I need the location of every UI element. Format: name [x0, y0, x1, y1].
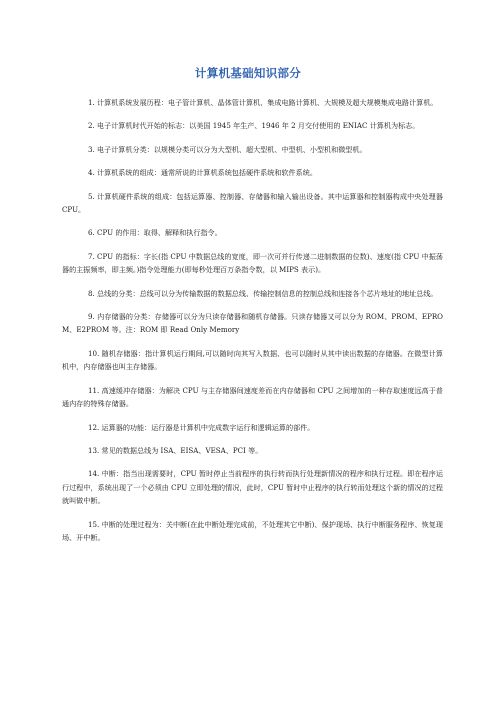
paragraph-9: 9. 内存储器的分类：存储器可以分为只读存储器和随机存储器。只读存储器又可以分为 ROM、PROM、EPROM、E2PROM 等。注：ROM 即 Read Only Memory	[62, 312, 443, 335]
paragraph-2: 2. 电子计算机时代开始的标志：以美国 1945 年生产、1946 年 2 月交付使用的 ENIAC 计算机为标志。	[88, 121, 420, 131]
document-title: 计算机基础知识部分	[194, 66, 302, 80]
paragraph-10: 10. 随机存储器：指计算机运行期间,可以随时向其写入数据、也可以随时从其中读出数据的存储器。在微型计算机中，内存储器也叫主存储器。	[62, 348, 443, 372]
paragraph-3: 3. 电子计算机分类：以规模分类可以分为大型机、超大型机、中型机、小型机和微型机。	[88, 144, 367, 154]
paragraph-12: 12. 运算器的功能：运行器是计算机中完成数字运行和逻辑运算的部件。	[88, 422, 315, 432]
paragraph-11: 11. 高速缓冲存储器：为解决 CPU 与主存储器间速度差而在内存储器和 CPU 之间增加的一种存取速度远高于普通内存的特殊存储器。	[62, 385, 443, 409]
paragraph-1: 1. 计算机系统发展历程：电子管计算机、晶体管计算机、集成电路计算机、大规模及超大规模集成电路计算机。	[88, 98, 438, 107]
paragraph-14: 14. 中断：指当出现需要时，CPU 暂时停止当前程序的执行转而执行处理新情况的程序和执行过程。即在程序运行过程中，系统出现了一个必须由 CPU 立即处理的情况，此时，CPU 暂时中止程序的执行转而处理这个新的情况的过程就叫做中断。	[62, 469, 443, 506]
paragraph-4: 4. 计算机系统的组成：通常所说的计算机系统包括硬件系统和软件系统。	[88, 168, 317, 178]
paragraph-5: 5. 计算机硬件系统的组成：包括运算器、控制器、存储器和输入输出设备。其中运算器和控制器构成中央处理器 CPU。	[62, 191, 443, 215]
paragraph-15: 15. 中断的处理过程为：关中断(在此中断处理完成前，不处理其它中断)、保护现场、执行中断服务程序、恢复现场、开中断。	[62, 519, 443, 542]
paragraph-6: 6. CPU 的作用：取得、解释和执行指令。	[88, 228, 222, 238]
paragraph-7: 7. CPU 的指标：字长(指 CPU 中数据总线的宽度，即一次可并行传递二进制数据的位数)、速度(指 CPU 中振荡器的主振频率，即主频。)指令处理能力(即每秒处理百万条指令数，以 MIPS 表示)。	[62, 251, 443, 275]
paragraph-list	[62, 96, 443, 554]
paragraph-8: 8. 总线的分类：总线可以分为传输数据的数据总线、传输控制信息的控制总线和连接各个芯片地址的地址总线。	[88, 288, 438, 298]
paragraph-13: 13. 常见的数据总线为 ISA、EISA、VESA、PCI 等。	[88, 445, 263, 455]
